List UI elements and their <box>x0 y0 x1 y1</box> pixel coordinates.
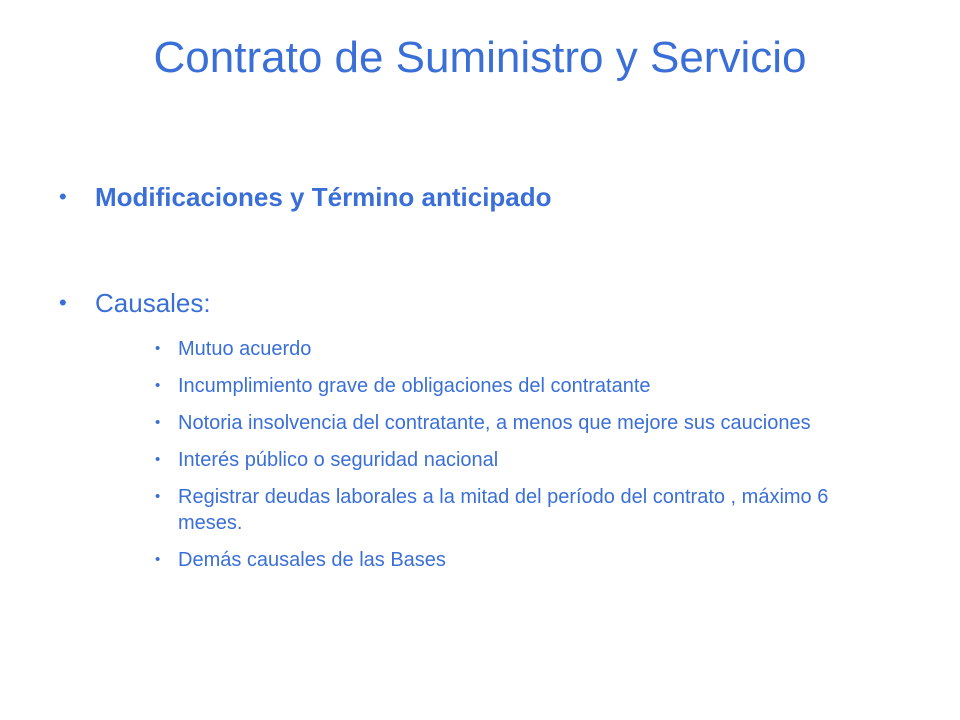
list-item-insolvencia <box>155 410 895 436</box>
main-bullet-causales: Causales: <box>95 288 211 318</box>
bullet-dot-icon: • <box>59 184 67 209</box>
list-item-text: Incumplimiento grave de obligaciones del contratante <box>178 375 651 397</box>
list-item-mutuo-acuerdo <box>155 336 895 362</box>
list-item-text: Demás causales de las Bases <box>178 549 446 571</box>
slide-title: Contrato de Suministro y Servicio <box>153 33 807 82</box>
list-item-incumplimiento <box>155 373 895 399</box>
list-item-text: Mutuo acuerdo <box>178 338 312 360</box>
list-item-text: Registrar deudas laborales a la mitad del período del contrato , máximo 6 meses. <box>178 486 829 534</box>
bullet-dot-icon: • <box>155 414 161 431</box>
bullet-dot-icon: • <box>155 377 161 394</box>
bullet-dot-icon: • <box>155 551 161 568</box>
list-item-demas-causales <box>155 547 895 573</box>
bullet-dot-icon: • <box>59 290 67 315</box>
bullet-dot-icon: • <box>155 340 161 357</box>
list-item-text: Notoria insolvencia del contratante, a menos que mejore sus cauciones <box>178 412 811 434</box>
list-item-deudas-laborales <box>155 484 895 536</box>
bullet-dot-icon: • <box>155 488 161 505</box>
causales-list <box>155 336 895 584</box>
bullet-dot-icon: • <box>155 451 161 468</box>
list-item-interes-publico <box>155 447 895 473</box>
main-bullet-modificaciones: Modificaciones y Término anticipado <box>95 182 552 212</box>
list-item-text: Interés público o seguridad nacional <box>178 449 499 471</box>
